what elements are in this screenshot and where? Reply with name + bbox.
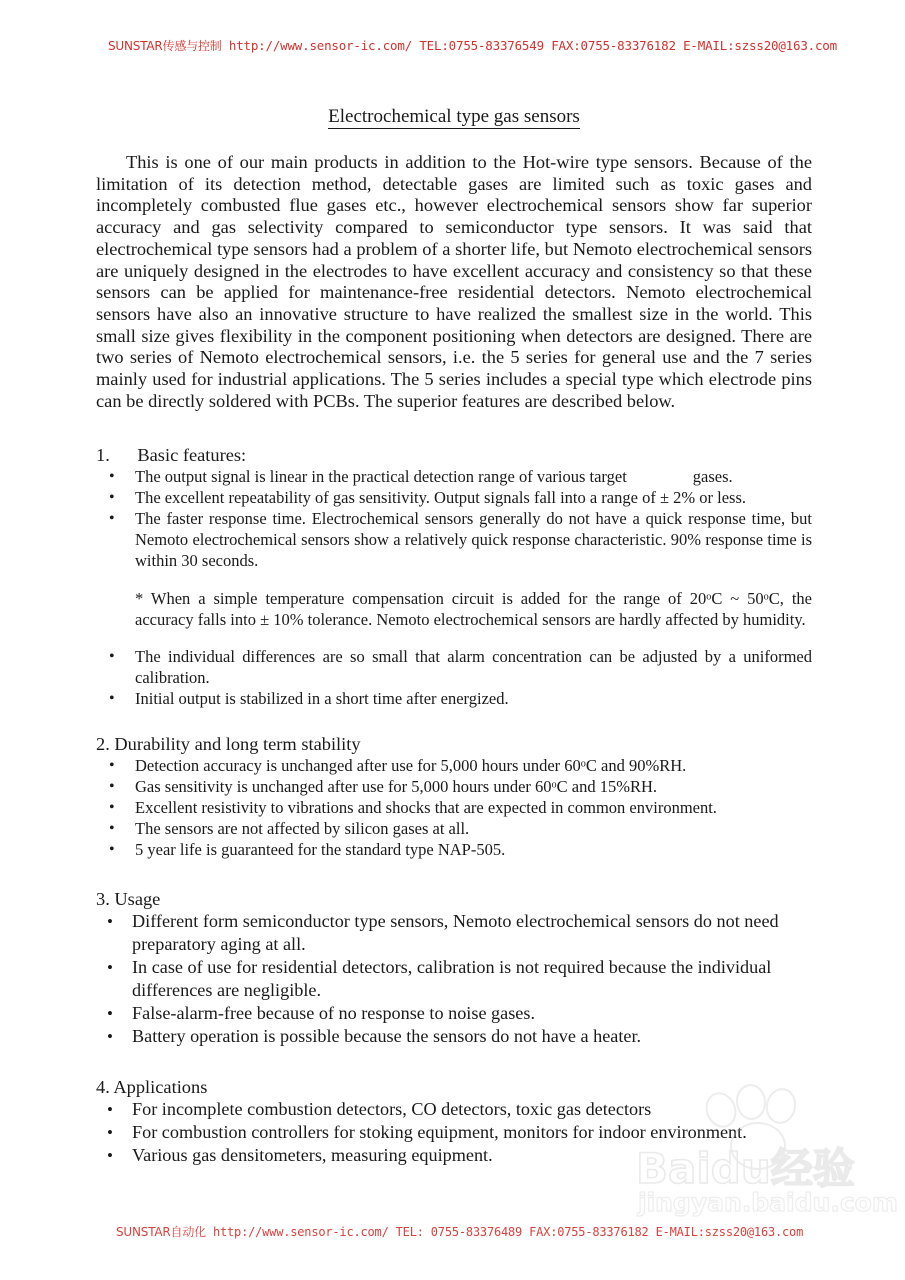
page-title bbox=[96, 104, 812, 130]
bullet-text: Various gas densitometers, measuring equipment. bbox=[132, 1145, 493, 1166]
degree-symbol: o bbox=[580, 759, 586, 771]
list-item bbox=[96, 1002, 812, 1025]
header-tel: TEL:0755-83376549 bbox=[419, 38, 544, 53]
list-item bbox=[96, 956, 812, 1002]
note-text-a: * When a simple temperature compensation circuit is added for the range of 20 bbox=[135, 588, 707, 608]
header-fax: FAX:0755-83376182 bbox=[551, 38, 676, 53]
basic-features-list-cont bbox=[96, 646, 812, 709]
footer-email[interactable]: E-MAIL:szss20@163.com bbox=[655, 1225, 804, 1239]
list-item bbox=[96, 1098, 812, 1121]
degree-symbol: o bbox=[706, 591, 712, 603]
list-item bbox=[96, 487, 812, 508]
list-item bbox=[96, 466, 812, 487]
header-company-name: SUNSTAR传感与控制 bbox=[108, 39, 222, 53]
list-item bbox=[96, 1025, 812, 1048]
bullet-text: The output signal is linear in the practical detection range of various target bbox=[135, 467, 627, 487]
bullet-text: The sensors are not affected by silicon gases at all. bbox=[135, 819, 470, 839]
list-item bbox=[96, 797, 812, 818]
list-item bbox=[96, 910, 812, 956]
section-heading-usage: 3. Usage bbox=[96, 889, 161, 910]
bullet-text: The individual differences are so small that alarm concentration can be adjusted by a uniformed calibration. bbox=[135, 647, 812, 688]
footer-banner bbox=[0, 1224, 905, 1240]
bullet-text-a: Detection accuracy is unchanged after use for 5,000 hours under 60 bbox=[135, 756, 581, 776]
footer-url[interactable]: http://www.sensor-ic.com/ bbox=[212, 1225, 389, 1239]
bullet-text-b: C and 90%RH. bbox=[585, 756, 687, 776]
watermark-brand: Baidu经验 bbox=[636, 1144, 855, 1193]
degree-symbol: o bbox=[763, 591, 769, 603]
header-banner bbox=[0, 38, 905, 54]
section-heading-applications: 4. Applications bbox=[96, 1077, 208, 1098]
bullet-text: Excellent resistivity to vibrations and shocks that are expected in common environment. bbox=[135, 798, 717, 818]
bullet-text: The excellent repeatability of gas sensitivity. Output signals fall into a range of ± 2% or less. bbox=[135, 488, 746, 508]
usage-list bbox=[96, 910, 812, 1048]
header-url[interactable]: http://www.sensor-ic.com/ bbox=[228, 38, 413, 53]
basic-features-list bbox=[96, 466, 812, 571]
intro-paragraph: This is one of our main products in addition to the Hot-wire type sensors. Because of the limitation of its detection method, detectable gases are limited such as toxic gases and incompletely combusted flue gases etc., however electrochemical sensors show far superior accuracy and gas selectivity compared to semiconductor type sensors. It was said that electrochemical type sensors had a problem of a shorter life, but Nemoto electrochemical sensors are uniquely designed in the electrodes to have excellent accuracy and consistency so that these sensors can be applied for maintenance-free residential detectors. Nemoto electrochemical sensors have also an innovative structure to have realized the smallest size in the world. This small size gives flexibility in the component positioning when detectors are designed. There are two series of Nemoto electrochemical sensors, i.e. the 5 series for general use and the 7 series mainly used for industrial applications. The 5 series includes a special type which electrode pins can be directly soldered with PCBs. The superior features are described below. bbox=[96, 152, 812, 411]
bullet-text-a: Gas sensitivity is unchanged after use for 5,000 hours under 60 bbox=[135, 777, 552, 797]
bullet-text-b: C and 15%RH. bbox=[556, 777, 658, 797]
bullet-text: The faster response time. Electrochemical sensors generally do not have a quick response time, but Nemoto electrochemical sensors show a relatively quick response characteristic. 90% response time is within 30 seconds. bbox=[135, 509, 812, 571]
bullet-text: False-alarm-free because of no response to noise gases. bbox=[132, 1003, 536, 1024]
bullet-text: Initial output is stabilized in a short time after energized. bbox=[135, 689, 509, 709]
bullet-text: Different form semiconductor type sensors, Nemoto electrochemical sensors do not need preparatory aging at all. bbox=[132, 911, 779, 955]
footer-tel: TEL: 0755-83376489 bbox=[395, 1225, 523, 1239]
basic-features-note bbox=[96, 588, 812, 630]
header-email[interactable]: E-MAIL:szss20@163.com bbox=[683, 38, 837, 53]
page-title-text: Electrochemical type gas sensors bbox=[328, 106, 580, 127]
list-item bbox=[96, 839, 812, 860]
watermark-site: jingyan.baidu.com bbox=[638, 1188, 898, 1217]
section-heading-basic-features: 1. Basic features: bbox=[96, 445, 247, 466]
section-heading-durability: 2. Durability and long term stability bbox=[96, 734, 361, 755]
footer-fax: FAX:0755-83376182 bbox=[529, 1225, 649, 1239]
footer-company-name: SUNSTAR自动化 bbox=[116, 1225, 206, 1239]
note-text-c: C, the accuracy falls into ± 10% tolerance. Nemoto electrochemical sensors are hardly affected by humidity. bbox=[135, 588, 812, 629]
list-item bbox=[96, 1144, 812, 1167]
list-item bbox=[96, 776, 812, 797]
bullet-text: In case of use for residential detectors, calibration is not required because the individual differences are negligible. bbox=[132, 957, 772, 1001]
list-item bbox=[96, 1121, 812, 1144]
document-body bbox=[96, 104, 812, 1167]
durability-list bbox=[96, 755, 812, 860]
applications-list bbox=[96, 1098, 812, 1167]
bullet-text: Battery operation is possible because the sensors do not have a heater. bbox=[132, 1026, 642, 1047]
degree-symbol: o bbox=[551, 780, 557, 792]
list-item bbox=[96, 508, 812, 571]
list-item bbox=[96, 818, 812, 839]
list-item bbox=[96, 688, 812, 709]
list-item bbox=[96, 755, 812, 776]
bullet-text-tail: gases. bbox=[692, 467, 733, 487]
list-item bbox=[96, 646, 812, 688]
bullet-text: 5 year life is guaranteed for the standard type NAP-505. bbox=[135, 840, 506, 860]
note-text-b: C ~ 50 bbox=[711, 588, 764, 608]
bullet-text: For combustion controllers for stoking equipment, monitors for indoor environment. bbox=[132, 1122, 747, 1143]
bullet-text: For incomplete combustion detectors, CO detectors, toxic gas detectors bbox=[132, 1099, 652, 1120]
